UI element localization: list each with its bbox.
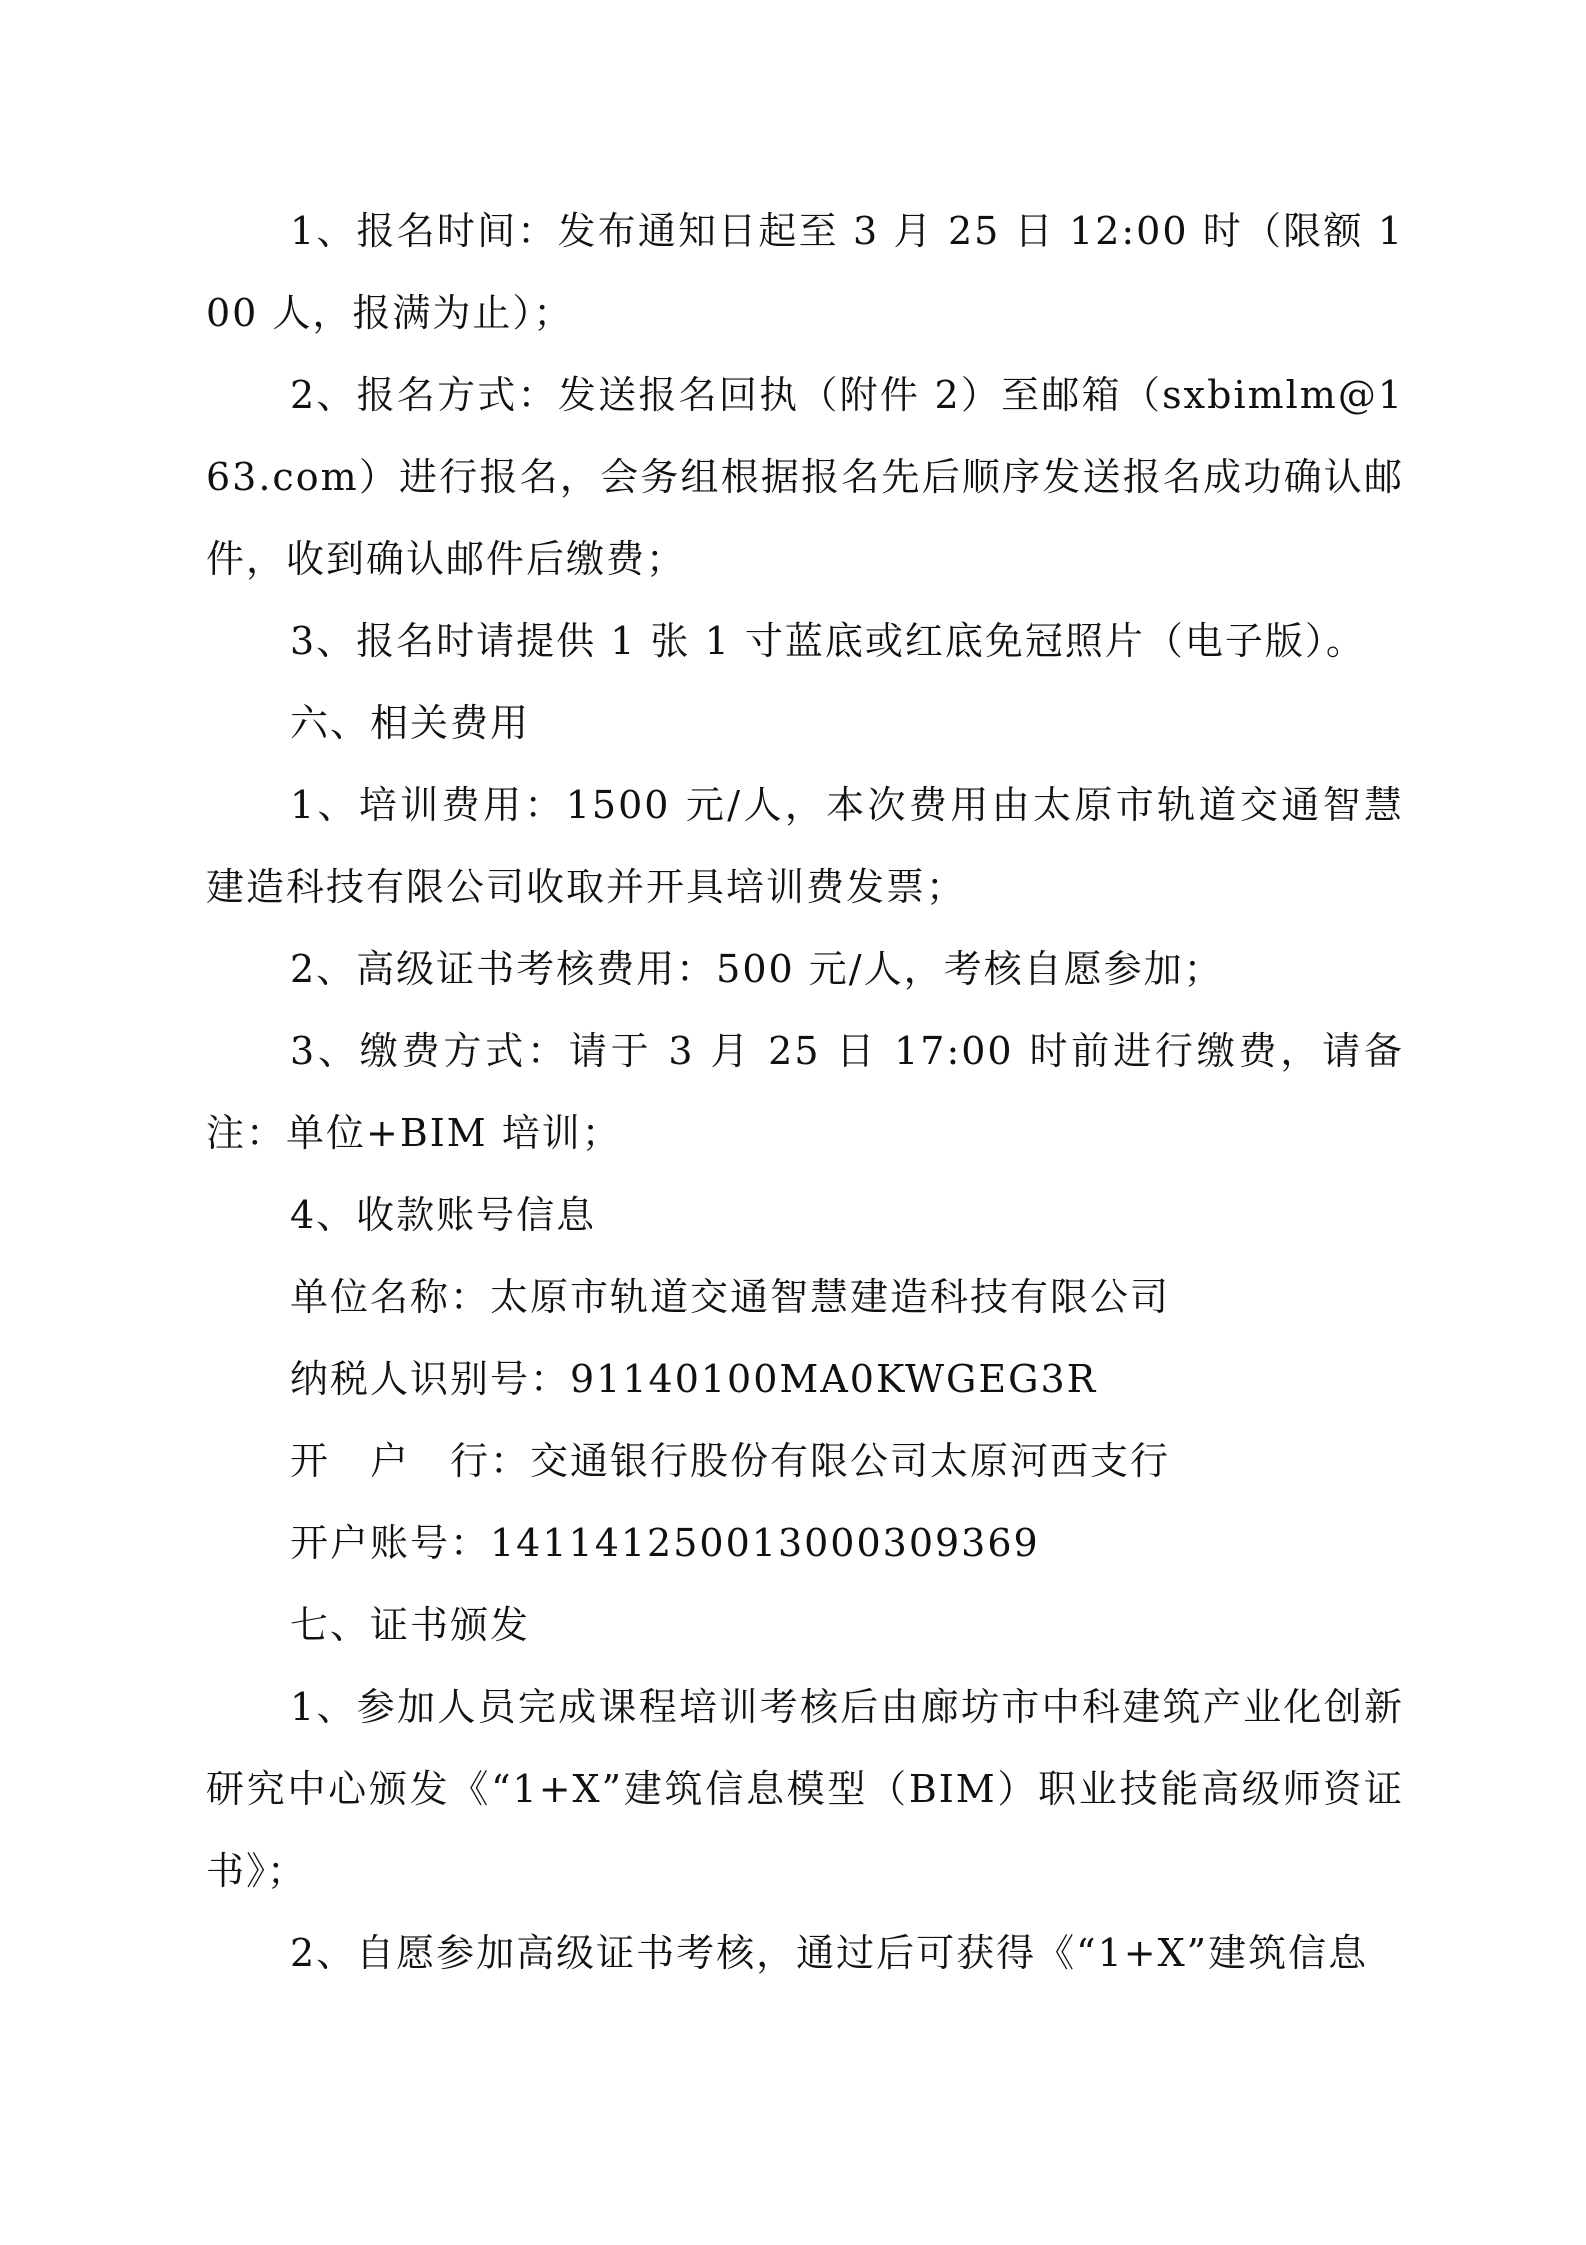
certificate-issue-paragraph: 1、参加人员完成课程培训考核后由廊坊市中科建筑产业化创新研究中心颁发《“1+X”建筑信息模型（BIM）职业技能高级师资证书》； (206, 1685, 1404, 1893)
section-heading-certificates: 七、证书颁发 (290, 1603, 531, 1647)
document-body (206, 190, 1404, 1994)
training-fee-paragraph: 1、培训费用：1500 元/人，本次费用由太原市轨道交通智慧建造科技有限公司收取并开具培训费发票； (206, 783, 1404, 909)
account-info-heading: 4、收款账号信息 (290, 1193, 597, 1237)
bank-name: 开 户 行：交通银行股份有限公司太原河西支行 (290, 1439, 1171, 1483)
section-heading-fees: 六、相关费用 (290, 701, 531, 745)
taxpayer-id: 纳税人识别号：91140100MA0KWGEG3R (290, 1357, 1098, 1401)
registration-method-paragraph: 2、报名方式：发送报名回执（附件 2）至邮箱（sxbimlm@163.com）进行报名，会务组根据报名先后顺序发送报名成功确认邮件，收到确认邮件后缴费； (206, 373, 1404, 581)
account-number: 开户账号：141141250013000309369 (290, 1521, 1040, 1565)
advanced-certificate-paragraph: 2、自愿参加高级证书考核，通过后可获得《“1+X”建筑信息 (290, 1931, 1369, 1975)
exam-fee-paragraph: 2、高级证书考核费用：500 元/人，考核自愿参加； (290, 947, 1224, 991)
photo-requirement-paragraph: 3、报名时请提供 1 张 1 寸蓝底或红底免冠照片（电子版）。 (290, 619, 1366, 663)
account-company-name: 单位名称：太原市轨道交通智慧建造科技有限公司 (290, 1275, 1171, 1319)
payment-method-paragraph: 3、缴费方式：请于 3 月 25 日 17:00 时前进行缴费，请备注：单位+BIM 培训； (206, 1029, 1404, 1155)
registration-time-paragraph: 1、报名时间：发布通知日起至 3 月 25 日 12:00 时（限额 100 人，报满为止）； (206, 209, 1404, 335)
